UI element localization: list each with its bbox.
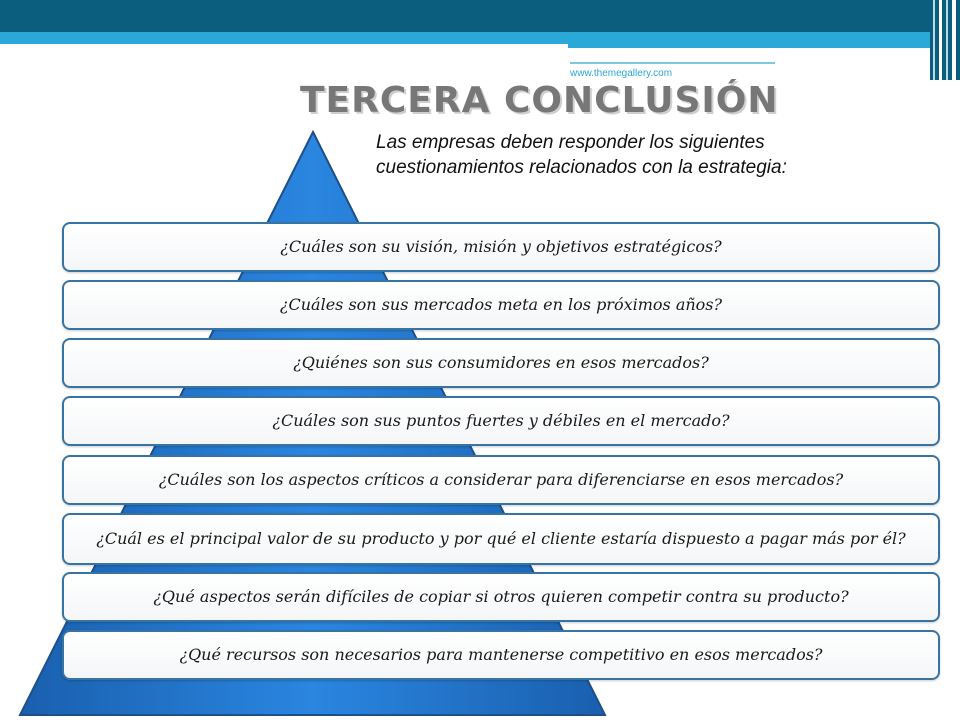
question-text: ¿Cuáles son los aspectos críticos a considerar para diferenciarse en esos mercados? (158, 470, 844, 489)
question-text: ¿Qué recursos son necesarios para mantenerse competitivo en esos mercados? (179, 645, 823, 664)
question-bar-5 (62, 455, 940, 505)
question-bar-1 (62, 222, 940, 272)
question-bar-2 (62, 280, 940, 330)
question-text: ¿Quiénes son sus consumidores en esos mercados? (293, 353, 709, 372)
question-text: ¿Cuál es el principal valor de su producto y por qué el cliente estaría dispuesto a pagar más por él? (96, 529, 906, 548)
question-text: ¿Cuáles son sus puntos fuertes y débiles en el mercado? (272, 411, 730, 430)
website-url: www.themegallery.com (570, 68, 673, 79)
question-text: ¿Qué aspectos serán difíciles de copiar si otros quieren competir contra su producto? (153, 587, 849, 606)
question-bar-3 (62, 338, 940, 388)
slide-subtitle: Las empresas deben responder los siguientes cuestionamientos relacionados con la estrategia: (376, 132, 787, 178)
question-bar-7 (62, 572, 940, 622)
question-bar-6 (62, 513, 940, 565)
question-text: ¿Cuáles son su visión, misión y objetivos estratégicos? (280, 237, 722, 256)
question-bar-8 (62, 630, 940, 680)
question-text: ¿Cuáles son sus mercados meta en los próximos años? (279, 295, 723, 314)
slide-title: TERCERA CONCLUSIÓN (300, 80, 779, 121)
question-bar-4 (62, 396, 940, 446)
